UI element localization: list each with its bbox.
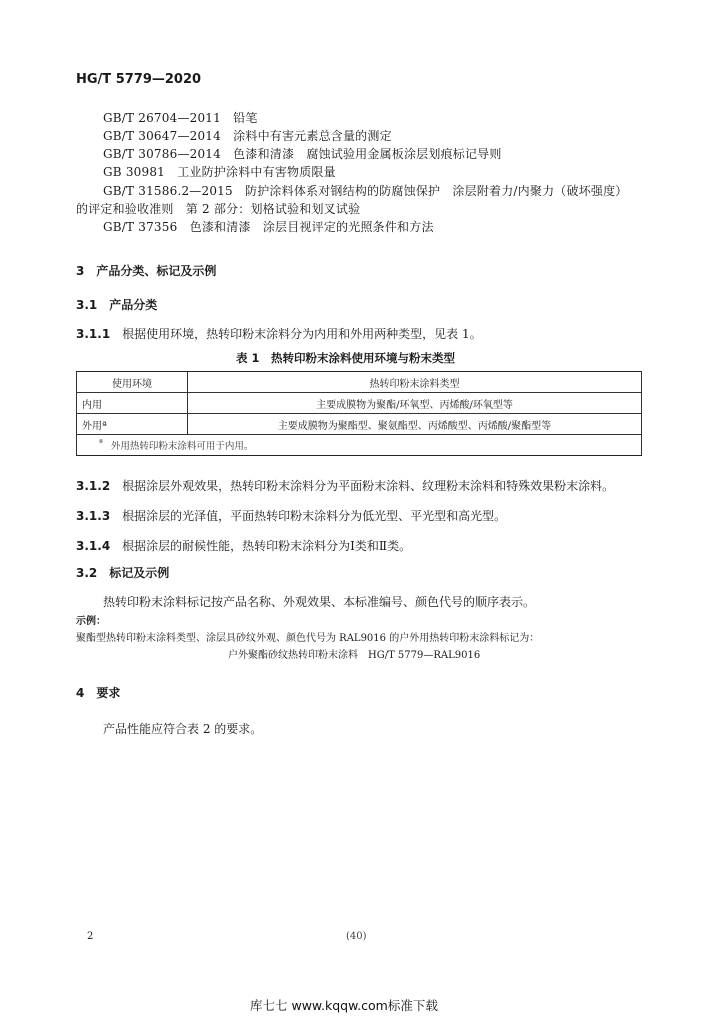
clause-text: 根据使用环境，热转印粉末涂料分为内用和外用两种类型，见表 1。 — [122, 327, 482, 341]
clause-number: 3.1.4 — [76, 539, 111, 553]
table-row — [77, 414, 642, 435]
clause-number: 3.1.2 — [76, 479, 111, 493]
clause-text: 根据涂层的耐候性能，热转印粉末涂料分为Ⅰ类和Ⅱ类。 — [122, 539, 412, 553]
clause-3-1-4 — [76, 537, 411, 554]
page-mark: (40) — [346, 931, 367, 942]
clause-number: 3.1.3 — [76, 509, 111, 523]
table-row — [77, 393, 642, 414]
standard-id-header: HG/T 5779—2020 — [76, 72, 202, 87]
table-cell: 主要成膜物为聚酯型、聚氨酯型、丙烯酸型、丙烯酸/聚酯型等 — [188, 414, 642, 435]
table-header-row — [77, 372, 642, 393]
example-text: 聚酯型热转印粉末涂料类型、涂层具砂纹外观、颜色代号为 RAL9016 的户外用热转印粉末涂料标记为： — [76, 633, 540, 644]
reference-item: GB/T 30786—2014 色漆和清漆 腐蚀试验用金属板涂层划痕标记导则 — [103, 147, 502, 161]
section-3-1-title: 3.1 产品分类 — [76, 298, 158, 312]
reference-item-continuation: 的评定和验收准则 第 2 部分：划格试验和划叉试验 — [76, 202, 361, 216]
reference-item: GB/T 26704—2011 铅笔 — [103, 111, 258, 125]
clause-text: 根据涂层的光泽值，平面热转印粉末涂料分为低光型、平光型和高光型。 — [122, 509, 507, 523]
table-cell: 外用ª — [77, 414, 188, 435]
reference-item: GB/T 30647—2014 涂料中有害元素总含量的测定 — [103, 129, 392, 143]
reference-item: GB/T 37356 色漆和清漆 涂层目视评定的光照条件和方法 — [103, 220, 434, 234]
section-3-title: 3 产品分类、标记及示例 — [76, 264, 217, 278]
table-footnote — [77, 435, 642, 456]
section-3-2-title: 3.2 标记及示例 — [76, 566, 170, 580]
table-header-cell: 使用环境 — [77, 372, 188, 393]
clause-text: 根据涂层外观效果，热转印粉末涂料分为平面粉末涂料、纹理粉末涂料和特殊效果粉末涂料。 — [122, 479, 615, 493]
reference-item: GB/T 31586.2—2015 防护涂料体系对钢结构的防腐蚀保护 涂层附着力/内聚力（破坏强度） — [103, 184, 628, 198]
reference-item: GB 30981 工业防护涂料中有害物质限量 — [103, 165, 336, 179]
table-header-cell: 热转印粉末涂料类型 — [188, 372, 642, 393]
clause-number: 3.1.1 — [76, 327, 111, 341]
footnote-mark: ª — [99, 438, 103, 447]
clause-3-1-3 — [76, 507, 506, 524]
section-4-text: 产品性能应符合表 2 的要求。 — [103, 722, 263, 736]
table-cell: 主要成膜物为聚酯/环氧型、丙烯酸/环氧型等 — [188, 393, 642, 414]
clause-3-1-1 — [76, 325, 482, 342]
footnote-text: 外用热转印粉末涂料可用于内用。 — [110, 441, 254, 452]
example-marking: 户外聚酯砂纹热转印粉末涂料 HG/T 5779—RAL9016 — [228, 650, 481, 661]
table-cell: 内用 — [77, 393, 188, 414]
download-watermark: 库七七 www.kqqw.com标准下载 — [250, 998, 438, 1013]
page-number: 2 — [87, 931, 94, 942]
table-1-caption: 表 1 热转印粉末涂料使用环境与粉末类型 — [236, 351, 456, 365]
table-footnote-row — [77, 435, 642, 456]
clause-3-1-2 — [76, 477, 614, 494]
marking-rule-text: 热转印粉末涂料标记按产品名称、外观效果、本标准编号、颜色代号的顺序表示。 — [103, 595, 536, 609]
section-4-title: 4 要求 — [76, 686, 121, 700]
table-1 — [76, 371, 642, 456]
example-label: 示例： — [76, 616, 106, 627]
